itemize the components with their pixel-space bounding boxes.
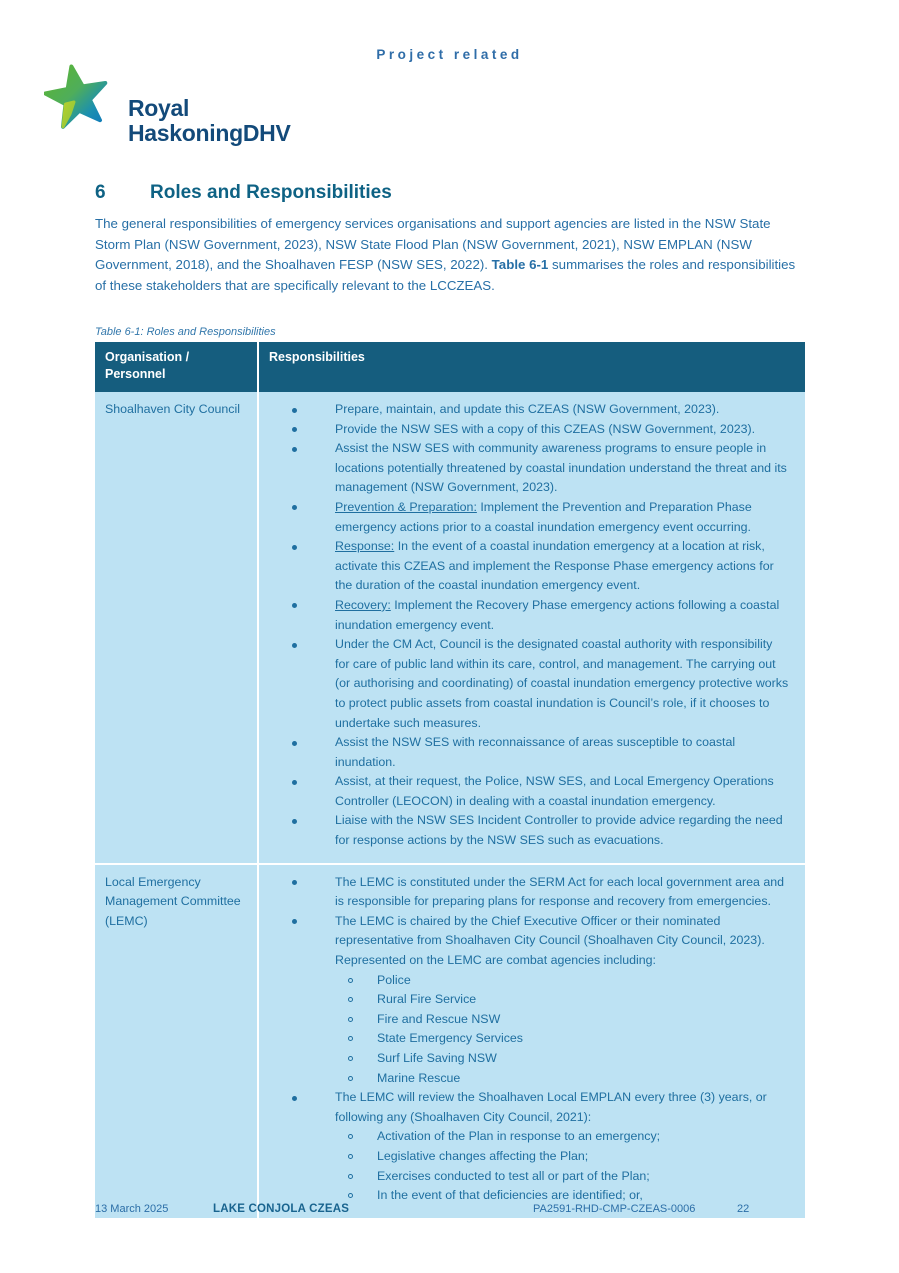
bullet-icon xyxy=(292,919,297,924)
responsibility-item: Assist the NSW SES with reconnaissance of areas susceptible to coastal inundation. xyxy=(259,733,789,772)
sub-item: Police xyxy=(335,971,789,991)
organisation-cell: Shoalhaven City Council xyxy=(95,392,258,864)
sub-item: Fire and Rescue NSW xyxy=(335,1010,789,1030)
intro-table-ref: Table 6-1 xyxy=(491,257,549,273)
circle-bullet-icon xyxy=(348,1056,353,1061)
footer-document-title: LAKE CONJOLA CZEAS xyxy=(213,1203,350,1215)
bullet-icon xyxy=(292,819,297,824)
responsibility-item: Provide the NSW SES with a copy of this CZEAS (NSW Government, 2023). xyxy=(259,420,789,440)
bullet-icon xyxy=(292,643,297,648)
sub-item: State Emergency Services xyxy=(335,1029,789,1049)
responsibility-item: Assist, at their request, the Police, NSW SES, and Local Emergency Operations Controller (LEOCON) in dealing with a coastal inundation emergency. xyxy=(259,772,789,811)
footer-doc-reference: PA2591-RHD-CMP-CZEAS-0006 xyxy=(533,1203,696,1215)
sub-item: Legislative changes affecting the Plan; xyxy=(335,1147,789,1167)
sub-item: Rural Fire Service xyxy=(335,990,789,1010)
responsibility-item: The LEMC is constituted under the SERM Act for each local government area and is responsible for preparing plans for response and recovery from emergencies. xyxy=(259,873,789,912)
bullet-icon xyxy=(292,545,297,550)
responsibility-item: Under the CM Act, Council is the designated coastal authority with responsibility for care of public land within its care, control, and management. The carrying out (or authorising and coordinating) of coastal inundation emergency protective works to protect public assets from coastal inundation is Council’s role, if it chooses to undertake such measures. xyxy=(259,635,789,733)
underlined-lead: Response: xyxy=(335,539,395,554)
circle-bullet-icon xyxy=(348,1174,353,1179)
section-number: 6 xyxy=(95,182,106,203)
intro-text-before: The general responsibilities of emergency services organisations and support agencies are listed in the NSW State Storm Plan (NSW Government, 2023), NSW State Flood Plan (NSW Government, 2021), NSW EMPLAN (NSW Government, 2018), and the Shoalhaven FESP (NSW SES, 2022). xyxy=(95,216,771,273)
responsibility-item: Response: In the event of a coastal inundation emergency at a location at risk, activate this CZEAS and implement the Response Phase emergency actions for the duration of the coastal inundation emergency event. xyxy=(259,537,789,596)
bullet-icon xyxy=(292,780,297,785)
bullet-icon xyxy=(292,408,297,413)
sub-item: Exercises conducted to test all or part of the Plan; xyxy=(335,1167,789,1187)
responsibility-item: Prevention & Preparation: Implement the Prevention and Preparation Phase emergency actions prior to a coastal inundation emergency event occurring. xyxy=(259,498,789,537)
circle-bullet-icon xyxy=(348,1017,353,1022)
circle-bullet-icon xyxy=(348,1134,353,1139)
responsibility-item: Liaise with the NSW SES Incident Controller to provide advice regarding the need for response actions by the NSW SES such as evacuations. xyxy=(259,811,789,850)
footer-page-number: 22 xyxy=(737,1203,750,1215)
sub-item: Surf Life Saving NSW xyxy=(335,1049,789,1069)
responsibility-item: The LEMC will review the Shoalhaven Local EMPLAN every three (3) years, or following any (Shoalhaven City Council, 2021): Activation of the Plan in response to an emergency; Legislative changes affecting the Plan; Exercises conducted to test all or part of the Plan; In the event of that deficiencies are identified; or, xyxy=(259,1088,789,1206)
circle-bullet-icon xyxy=(348,978,353,983)
bullet-icon xyxy=(292,880,297,885)
underlined-lead: Prevention & Preparation: xyxy=(335,499,477,514)
table-header-row xyxy=(95,342,805,392)
underlined-lead: Recovery: xyxy=(335,597,391,612)
responsibility-item: Prepare, maintain, and update this CZEAS (NSW Government, 2023). xyxy=(259,400,789,420)
responsibility-item: Recovery: Implement the Recovery Phase emergency actions following a coastal inundation emergency event. xyxy=(259,596,789,635)
bullet-icon xyxy=(292,447,297,452)
bullet-icon xyxy=(292,1096,297,1101)
responsibilities-cell xyxy=(258,392,805,864)
circle-bullet-icon xyxy=(348,1076,353,1081)
circle-bullet-icon xyxy=(348,1154,353,1159)
column-header-organisation: Organisation / Personnel xyxy=(95,342,258,392)
table-caption: Table 6-1: Roles and Responsibilities xyxy=(95,326,276,338)
circle-bullet-icon xyxy=(348,997,353,1002)
logo-wordmark xyxy=(128,96,291,146)
table-row xyxy=(95,392,805,864)
table-row xyxy=(95,864,805,1218)
section-heading xyxy=(95,182,392,204)
sub-item: Marine Rescue xyxy=(335,1069,789,1089)
responsibility-item: The LEMC is chaired by the Chief Executive Officer or their nominated representative from Shoalhaven City Council (Shoalhaven City Council, 2023). Represented on the LEMC are combat agencies including: Police Rural Fire Service Fire and Rescue NSW State Emergency Services Surf Life Saving NSW Marine Rescue xyxy=(259,912,789,1088)
column-header-responsibilities: Responsibilities xyxy=(258,342,805,392)
logo-wordmark-line1: Royal xyxy=(128,95,190,121)
table-body xyxy=(95,392,805,1218)
sub-item: In the event of that deficiencies are identified; or, xyxy=(335,1186,789,1206)
logo-wordmark-line2: HaskoningDHV xyxy=(128,120,291,146)
intro-text-after: summarises the roles and responsibilities of these stakeholders that are specifically relevant to the LCCZEAS. xyxy=(95,257,796,294)
responsibility-item: Assist the NSW SES with community awareness programs to ensure people in locations potentially threatened by coastal inundation understand the threat and its management (NSW Government, 2023). xyxy=(259,439,789,498)
intro-paragraph xyxy=(95,214,809,297)
responsibilities-cell xyxy=(258,864,805,1218)
organisation-cell: Local Emergency Management Committee (LEMC) xyxy=(95,864,258,1218)
section-title: Roles and Responsibilities xyxy=(150,182,392,203)
bullet-icon xyxy=(292,427,297,432)
bullet-icon xyxy=(292,603,297,608)
footer-date: 13 March 2025 xyxy=(95,1203,169,1215)
bullet-icon xyxy=(292,741,297,746)
project-related-label: Project related xyxy=(376,47,523,62)
circle-bullet-icon xyxy=(348,1036,353,1041)
sub-item: Activation of the Plan in response to an emergency; xyxy=(335,1127,789,1147)
logo-star-icon xyxy=(44,62,108,132)
circle-bullet-icon xyxy=(348,1193,353,1198)
bullet-icon xyxy=(292,505,297,510)
roles-responsibilities-table xyxy=(95,342,805,1218)
